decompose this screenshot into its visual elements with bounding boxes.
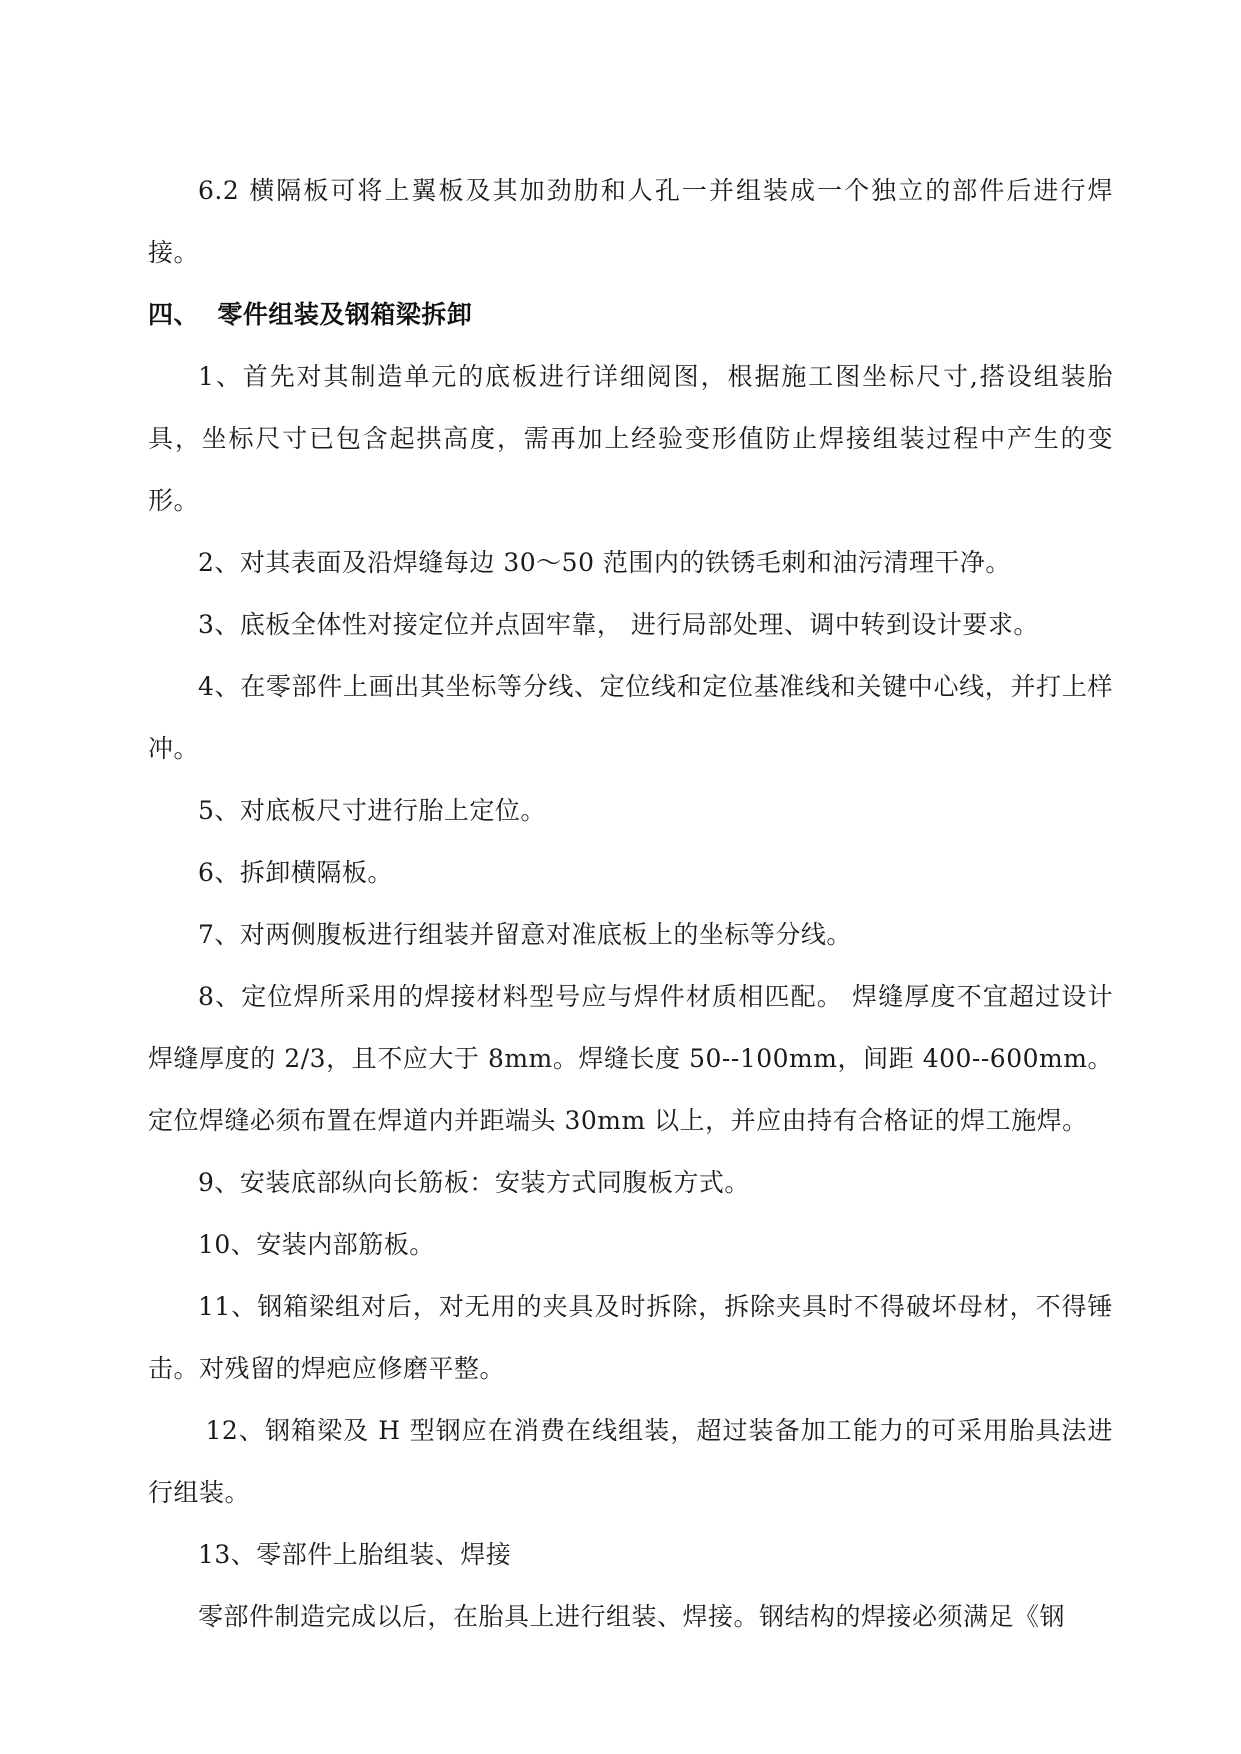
paragraph-7: 7、对两侧腹板进行组装并留意对准底板上的坐标等分线。 <box>198 920 852 949</box>
paragraph-3: 3、底板全体性对接定位并点固牢靠， 进行局部处理、调中转到设计要求。 <box>198 610 1039 639</box>
document-body <box>148 160 1113 1648</box>
paragraph-10: 10、安装内部筋板。 <box>198 1230 435 1259</box>
paragraph-2: 2、对其表面及沿焊缝每边 30～50 范围内的铁锈毛刺和油污清理干净。 <box>198 548 1011 577</box>
section-heading: 四、 零件组装及钢箱梁拆卸 <box>148 300 473 329</box>
paragraph-11: 11、钢箱梁组对后，对无用的夹具及时拆除，拆除夹具时不得破坏母材，不得锤击。对残留的焊疤应修磨平整。 <box>148 1292 1113 1383</box>
paragraph-13: 13、零部件上胎组装、焊接 <box>198 1540 512 1569</box>
paragraph-1: 1、首先对其制造单元的底板进行详细阅图，根据施工图坐标尺寸,搭设组装胎具，坐标尺寸已包含起拱高度，需再加上经验变形值防止焊接组装过程中产生的变形。 <box>148 362 1113 515</box>
paragraph-4: 4、在零部件上画出其坐标等分线、定位线和定位基准线和关键中心线，并打上样冲。 <box>148 672 1113 763</box>
paragraph-6: 6、拆卸横隔板。 <box>198 858 393 887</box>
paragraph-9: 9、安装底部纵向长筋板：安装方式同腹板方式。 <box>198 1168 750 1197</box>
paragraph-13-body: 零部件制造完成以后，在胎具上进行组装、焊接。钢结构的焊接必须满足《钢 <box>198 1602 1066 1631</box>
paragraph-6-2: 6.2 横隔板可将上翼板及其加劲肋和人孔一并组装成一个独立的部件后进行焊接。 <box>148 176 1113 267</box>
paragraph-5: 5、对底板尺寸进行胎上定位。 <box>198 796 546 825</box>
paragraph-8: 8、定位焊所采用的焊接材料型号应与焊件材质相匹配。 焊缝厚度不宜超过设计焊缝厚度的 2/3，且不应大于 8mm。焊缝长度 50--100mm，间距 400--600mm。 定位焊缝必须布置在焊道内并距端头 30mm 以上，并应由持有合格证的焊工施焊。 <box>148 982 1113 1135</box>
paragraph-12: 12、钢箱梁及 H 型钢应在消费在线组装，超过装备加工能力的可采用胎具法进行组装。 <box>148 1416 1113 1507</box>
